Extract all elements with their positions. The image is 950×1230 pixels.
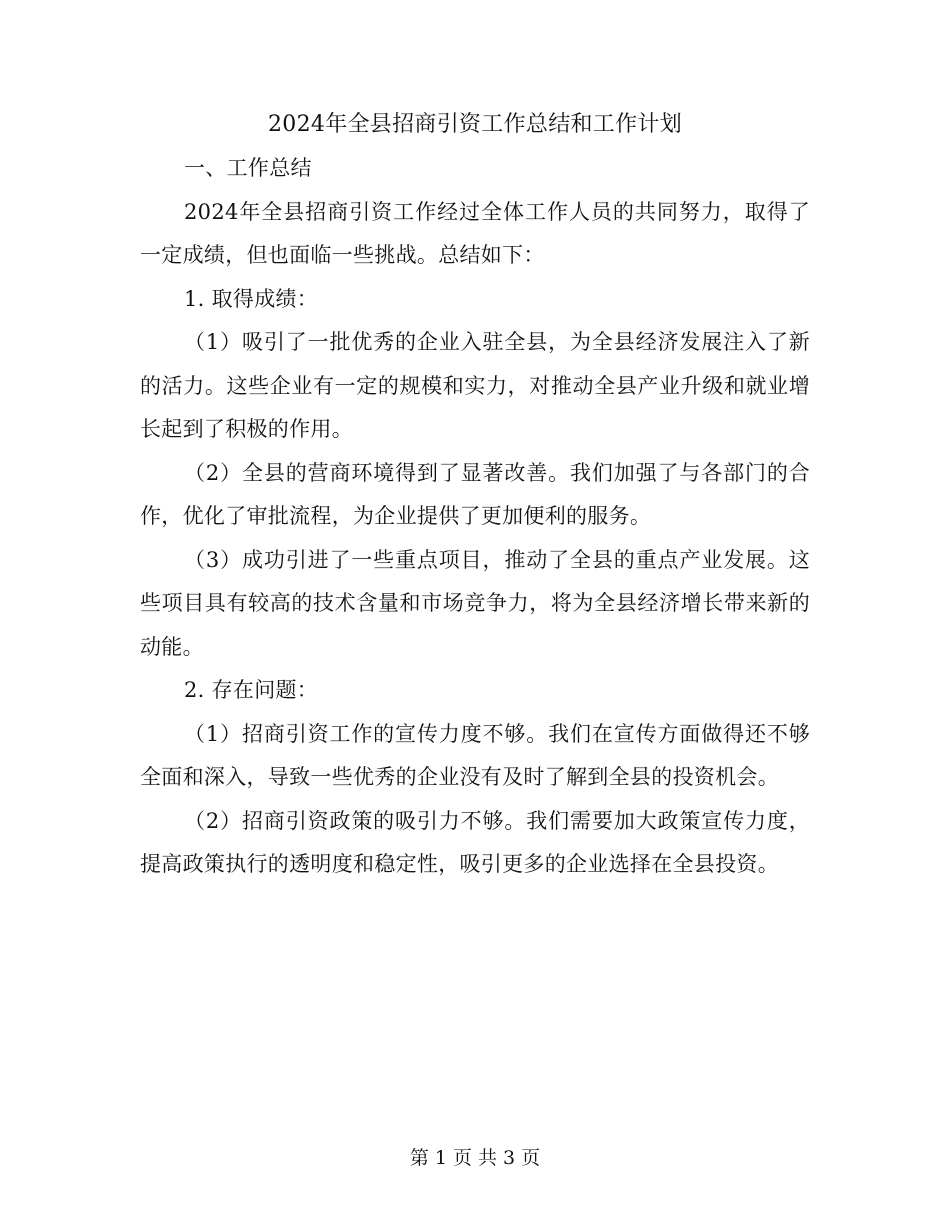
document-title: 2024年全县招商引资工作总结和工作计划 — [268, 112, 682, 137]
subheading-achievements: 1. 取得成绩： — [184, 286, 319, 311]
problem-item-1: （1）招商引资工作的宣传力度不够。我们在宣传方面做得还不够全面和深入，导致一些优秀的企业没有及时了解到全县的投资机会。 — [140, 721, 810, 789]
summary-intro-paragraph: 2024年全县招商引资工作经过全体工作人员的共同努力，取得了一定成绩，但也面临一些挑战。总结如下： — [140, 199, 810, 267]
achievement-item-3: （3）成功引进了一些重点项目，推动了全县的重点产业发展。这些项目具有较高的技术含量和市场竞争力，将为全县经济增长带来新的动能。 — [140, 547, 810, 659]
section-heading-work-summary: 一、工作总结 — [184, 156, 312, 180]
achievement-item-2: （2）全县的营商环境得到了显著改善。我们加强了与各部门的合作，优化了审批流程，为企业提供了更加便利的服务。 — [140, 460, 810, 528]
achievement-item-1: （1）吸引了一批优秀的企业入驻全县，为全县经济发展注入了新的活力。这些企业有一定的规模和实力，对推动全县产业升级和就业增长起到了积极的作用。 — [140, 330, 810, 441]
document-body — [140, 102, 810, 887]
subheading-problems: 2. 存在问题： — [184, 678, 319, 702]
page-number-footer: 第 1 页 共 3 页 — [409, 1147, 541, 1169]
problem-item-2: （2）招商引资政策的吸引力不够。我们需要加大政策宣传力度，提高政策执行的透明度和稳定性，吸引更多的企业选择在全县投资。 — [140, 808, 810, 876]
